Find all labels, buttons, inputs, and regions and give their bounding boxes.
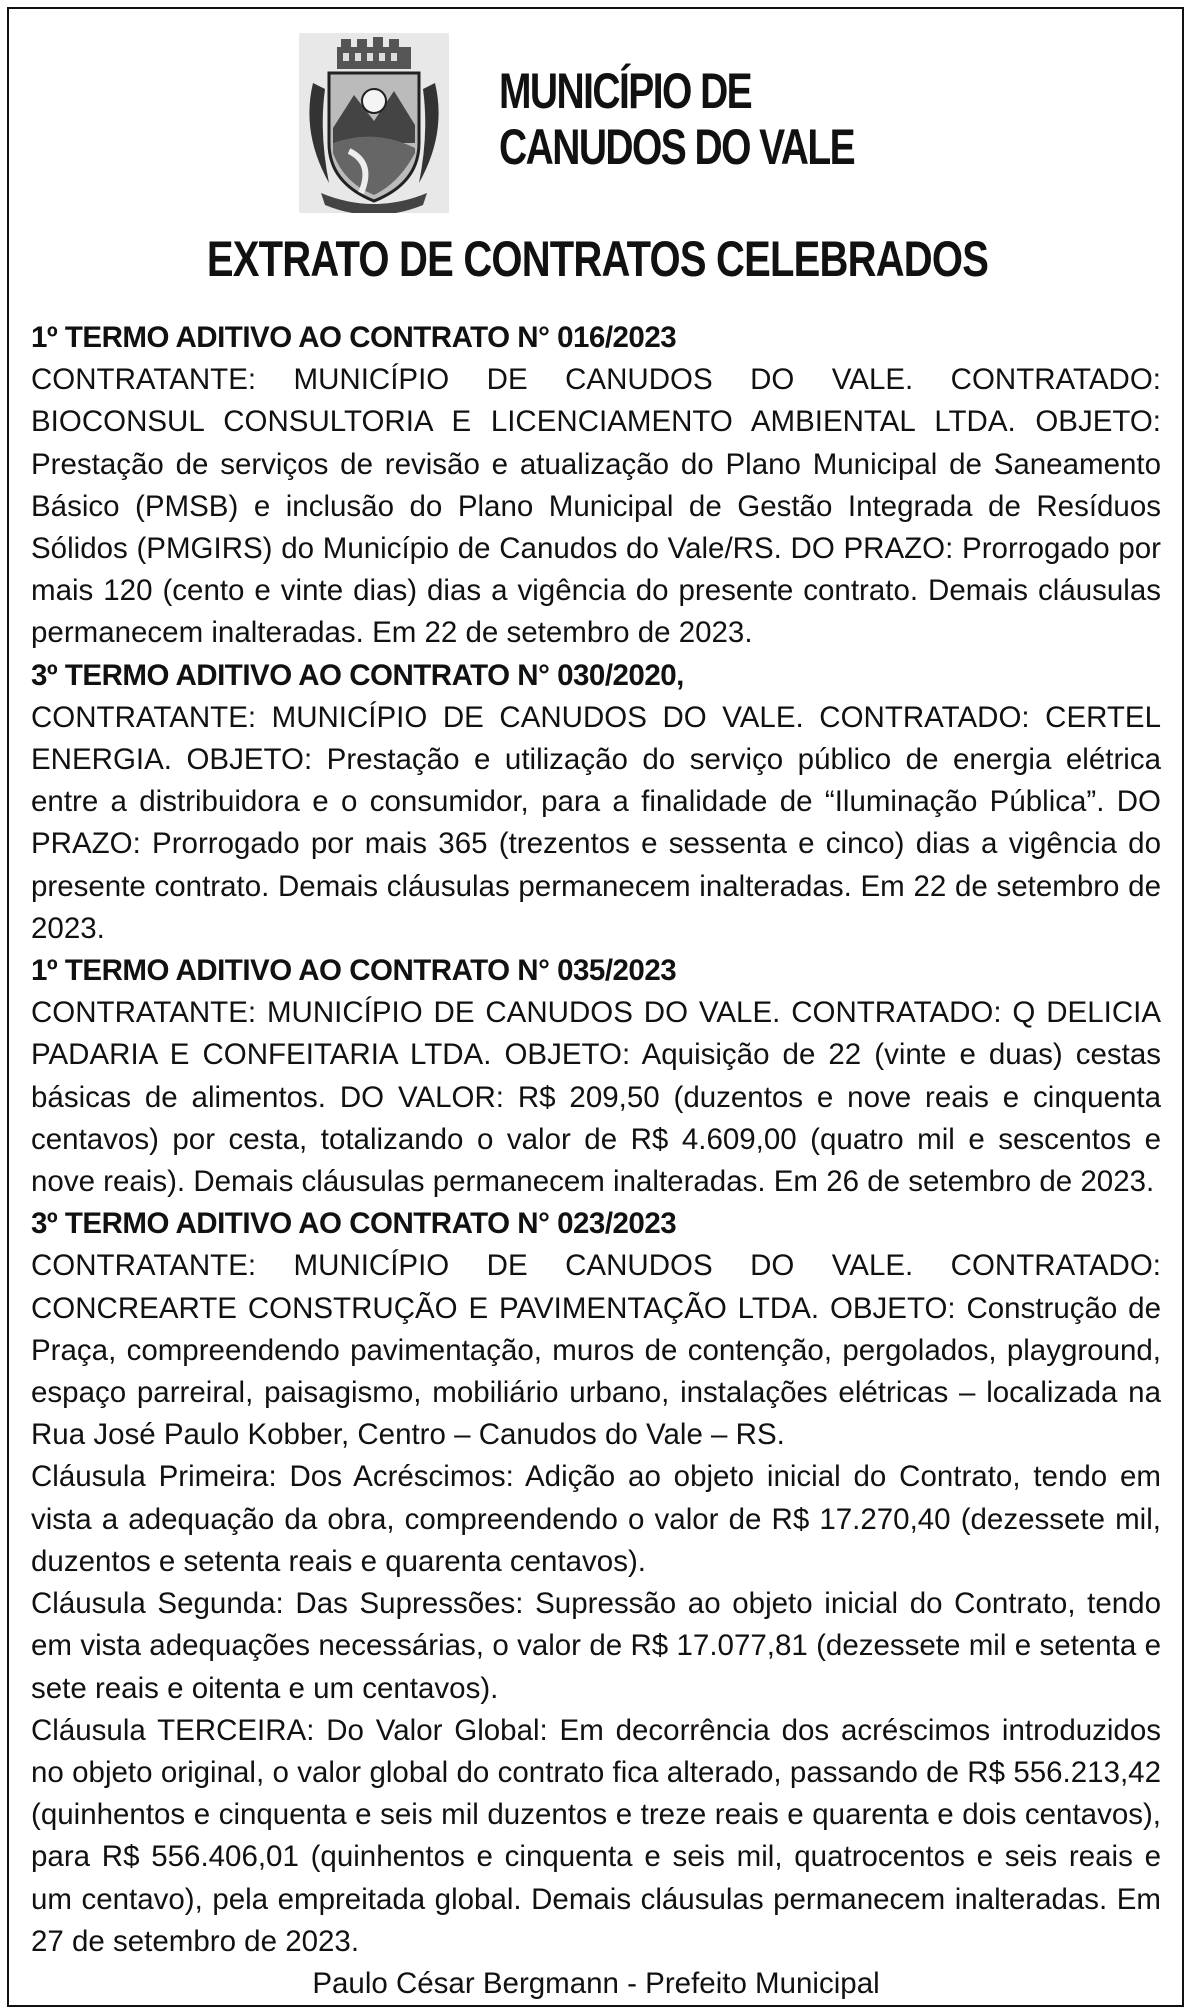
section-2-heading: 3º TERMO ADITIVO AO CONTRATO N° 030/2020, — [31, 658, 684, 692]
section-3-body: CONTRATANTE: MUNICÍPIO DE CANUDOS DO VALE. CONTRATADO: Q DELICIA PADARIA E CONFEITARIA LTDA. OBJETO: Aquisição de 22 (vinte e duas) cestas básicas de alimentos. DO VALOR: R$ 209,50 (duzentos e nove reais e cinquenta centavos) por cesta, totalizando o valor de R$ 4.609,00 (quatro mil e sescentos e nove reais). Demais cláusulas permanecem inalteradas. Em 26 de setembro de 2023. — [31, 996, 1161, 1199]
signature: Paulo César Bergmann - Prefeito Municipal — [312, 1966, 880, 2000]
section-4-clause-3: Cláusula TERCEIRA: Do Valor Global: Em decorrência dos acréscimos introduzidos no objeto original, o valor global do contrato fica alterado, passando de R$ 556.213,42 (quinhentos e cinquenta e seis mil duzentos e treze reais e quarenta e dois centavos), para R$ 556.406,01 (quinhentos e cinquenta e seis mil, quatrocentos e seis reais e um centavo), pela empreitada global. Demais cláusulas permanecem inalteradas. Em 27 de setembro de 2023. — [31, 1713, 1161, 1958]
section-3-heading: 1º TERMO ADITIVO AO CONTRATO N° 035/2023 — [31, 954, 677, 988]
page-title: EXTRATO DE CONTRATOS CELEBRADOS — [206, 231, 989, 287]
section-1-body: CONTRATANTE: MUNICÍPIO DE CANUDOS DO VALE. CONTRATADO: BIOCONSUL CONSULTORIA E LICENCIAMENTO AMBIENTAL LTDA. OBJETO: Prestação de serviços de revisão e atualização do Plano Municipal de Saneamento Básico (PMSB) e inclusão do Plano Municipal de Gestão Integrada de Resíduos Sólidos (PMGIRS) do Município de Canudos do Vale/RS. DO PRAZO: Prorrogado por mais 120 (cento e vinte dias) dias a vigência do presente contrato. Demais cláusulas permanecem inalteradas. Em 22 de setembro de 2023. — [31, 363, 1161, 650]
contracts-list — [31, 317, 1161, 2005]
municipal-coat-of-arms-icon — [299, 33, 449, 213]
municipality-name — [499, 63, 936, 175]
section-4-body: CONTRATANTE: MUNICÍPIO DE CANUDOS DO VALE. CONTRATADO: CONCREARTE CONSTRUÇÃO E PAVIMENTAÇÃO LTDA. OBJETO: Construção de Praça, compreendendo pavimentação, muros de contenção, pergolados, playground, espaço parreiral, paisagismo, mobiliário urbano, instalações elétricas – localizada na Rua José Paulo Kobber, Centro – Canudos do Vale – RS. — [31, 1249, 1161, 1452]
section-2-body: CONTRATANTE: MUNICÍPIO DE CANUDOS DO VALE. CONTRATADO: CERTEL ENERGIA. OBJETO: Prestação e utilização do serviço público de energia elétrica entre a distribuidora e o consumidor, para a finalidade de “Iluminação Pública”. DO PRAZO: Prorrogado por mais 365 (trezentos e sessenta e cinco) dias a vigência do presente contrato. Demais cláusulas permanecem inalteradas. Em 22 de setembro de 2023. — [31, 700, 1161, 945]
section-4-clause-2: Cláusula Segunda: Das Supressões: Supressão ao objeto inicial do Contrato, tendo em vista adequações necessárias, o valor de R$ 17.077,81 (dezessete mil e setenta e sete reais e oitenta e um centavos). — [31, 1587, 1161, 1705]
notice-page — [7, 7, 1184, 2007]
section-1-heading: 1º TERMO ADITIVO AO CONTRATO N° 016/2023 — [31, 321, 677, 354]
section-4-heading: 3º TERMO ADITIVO AO CONTRATO N° 023/2023 — [31, 1207, 677, 1241]
section-4-clause-1: Cláusula Primeira: Dos Acréscimos: Adição ao objeto inicial do Contrato, tendo em vista a adequação da obra, compreendendo o valor de R$ 17.270,40 (dezessete mil, duzentos e setenta reais e quarenta centavos). — [31, 1460, 1161, 1578]
municipality-line-2: CANUDOS DO VALE — [499, 119, 855, 175]
municipality-line-1: MUNICÍPIO DE — [499, 63, 752, 119]
